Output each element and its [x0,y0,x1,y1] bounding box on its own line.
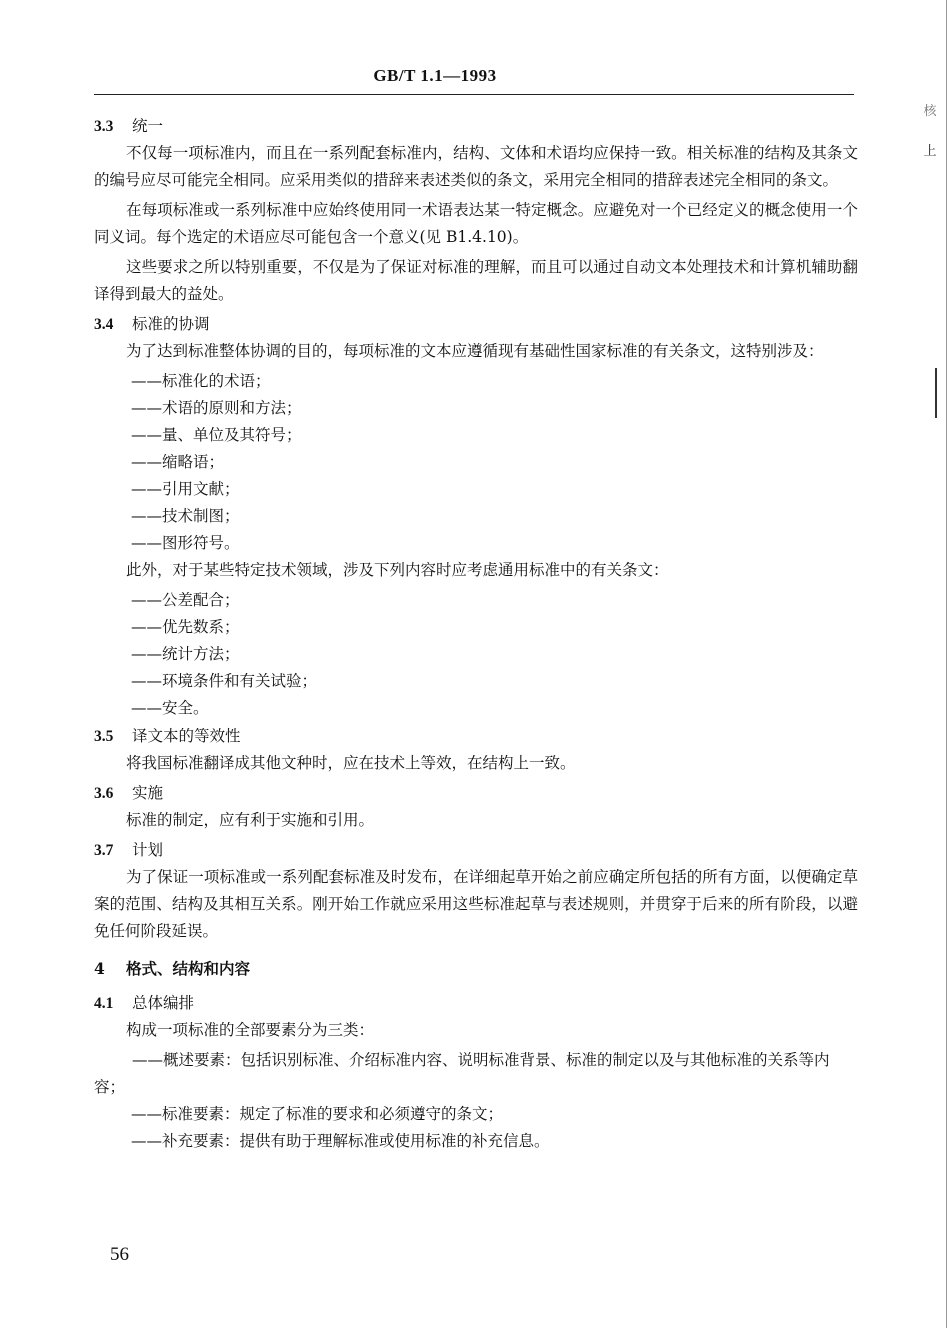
list-item: ——统计方法； [131,645,240,663]
section-title: 统一 [132,117,164,135]
margin-mark: 核 [923,104,937,119]
section-number: 3.7 [94,842,114,859]
section-title: 实施 [132,784,164,802]
margin-mark: 上 [923,144,937,159]
section-title: 总体编排 [132,994,195,1012]
section-title: 格式、结构和内容 [126,959,251,978]
page-number: 56 [110,1244,129,1265]
document-body [94,112,858,1155]
paragraph: 这些要求之所以特别重要，不仅是为了保证对标准的理解，而且可以通过自动文本处理技术和计算机辅助翻译得到最大的益处。 [94,258,858,303]
section-heading [94,955,858,982]
subsection-heading [94,723,858,750]
list-item: ——标准要素：规定了标准的要求和必须遵守的条文； [131,1105,504,1123]
list-item: ——术语的原则和方法； [131,399,302,417]
subsection-heading [94,990,858,1017]
section-title: 标准的协调 [132,315,210,333]
margin-marks [918,30,942,162]
section-number: 3.5 [94,728,114,745]
list-item: ——安全。 [131,699,209,717]
section-title: 译文本的等效性 [132,727,241,745]
list-item: ——引用文献； [131,480,240,498]
list-item: ——公差配合； [131,591,240,609]
list-item: ——环境条件和有关试验； [131,672,318,690]
page-edge-line [946,0,947,1328]
list-item: ——图形符号。 [131,534,240,552]
paragraph: 在每项标准或一系列标准中应始终使用同一术语表达某一特定概念。应避免对一个已经定义的概念使用一个同义词。每个选定的术语应尽可能包含一个意义(见 B1.4.10)。 [94,201,858,246]
subsection-heading [94,311,858,338]
subsection-heading [94,113,858,140]
list-item: ——优先数系； [131,618,240,636]
list-item: ——量、单位及其符号； [131,426,302,444]
section-number: 3.4 [94,316,114,333]
paragraph: 标准的制定，应有利于实施和引用。 [126,811,375,829]
section-number: 4 [94,959,105,978]
section-title: 计划 [132,841,164,859]
paragraph: 构成一项标准的全部要素分为三类： [126,1021,375,1039]
list-item: ——概述要素：包括识别标准、介绍标准内容、说明标准背景、标准的制定以及与其他标准的关系等内容； [94,1051,830,1096]
list-item: ——补充要素：提供有助于理解标准或使用标准的补充信息。 [131,1132,550,1150]
subsection-heading [94,837,858,864]
section-number: 4.1 [94,995,114,1012]
section-number: 3.6 [94,785,114,802]
list-item: ——技术制图； [131,507,240,525]
standard-code-header: GB/T 1.1—1993 [373,66,497,85]
paragraph: 将我国标准翻译成其他文种时，应在技术上等效，在结构上一致。 [126,754,576,772]
subsection-heading [94,780,858,807]
paragraph: 此外，对于某些特定技术领域，涉及下列内容时应考虑通用标准中的有关条文： [126,561,669,579]
paragraph: 不仅每一项标准内，而且在一系列配套标准内，结构、文体和术语均应保持一致。相关标准的结构及其条文的编号应尽可能完全相同。应采用类似的措辞来表述类似的条文，采用完全相同的措辞表述完全相同的条文。 [94,144,858,189]
list-item: ——标准化的术语； [131,372,271,390]
margin-bar [935,368,937,418]
header-rule [94,94,854,95]
paragraph: 为了达到标准整体协调的目的，每项标准的文本应遵循现有基础性国家标准的有关条文，这特别涉及： [126,342,824,360]
list-item: ——缩略语； [131,453,225,471]
paragraph: 为了保证一项标准或一系列配套标准及时发布，在详细起草开始之前应确定所包括的所有方面，以便确定草案的范围、结构及其相互关系。刚开始工作就应采用这些标准起草与表述规则，并贯穿于后来的所有阶段，以避免任何阶段延误。 [94,868,858,940]
section-number: 3.3 [94,118,114,135]
